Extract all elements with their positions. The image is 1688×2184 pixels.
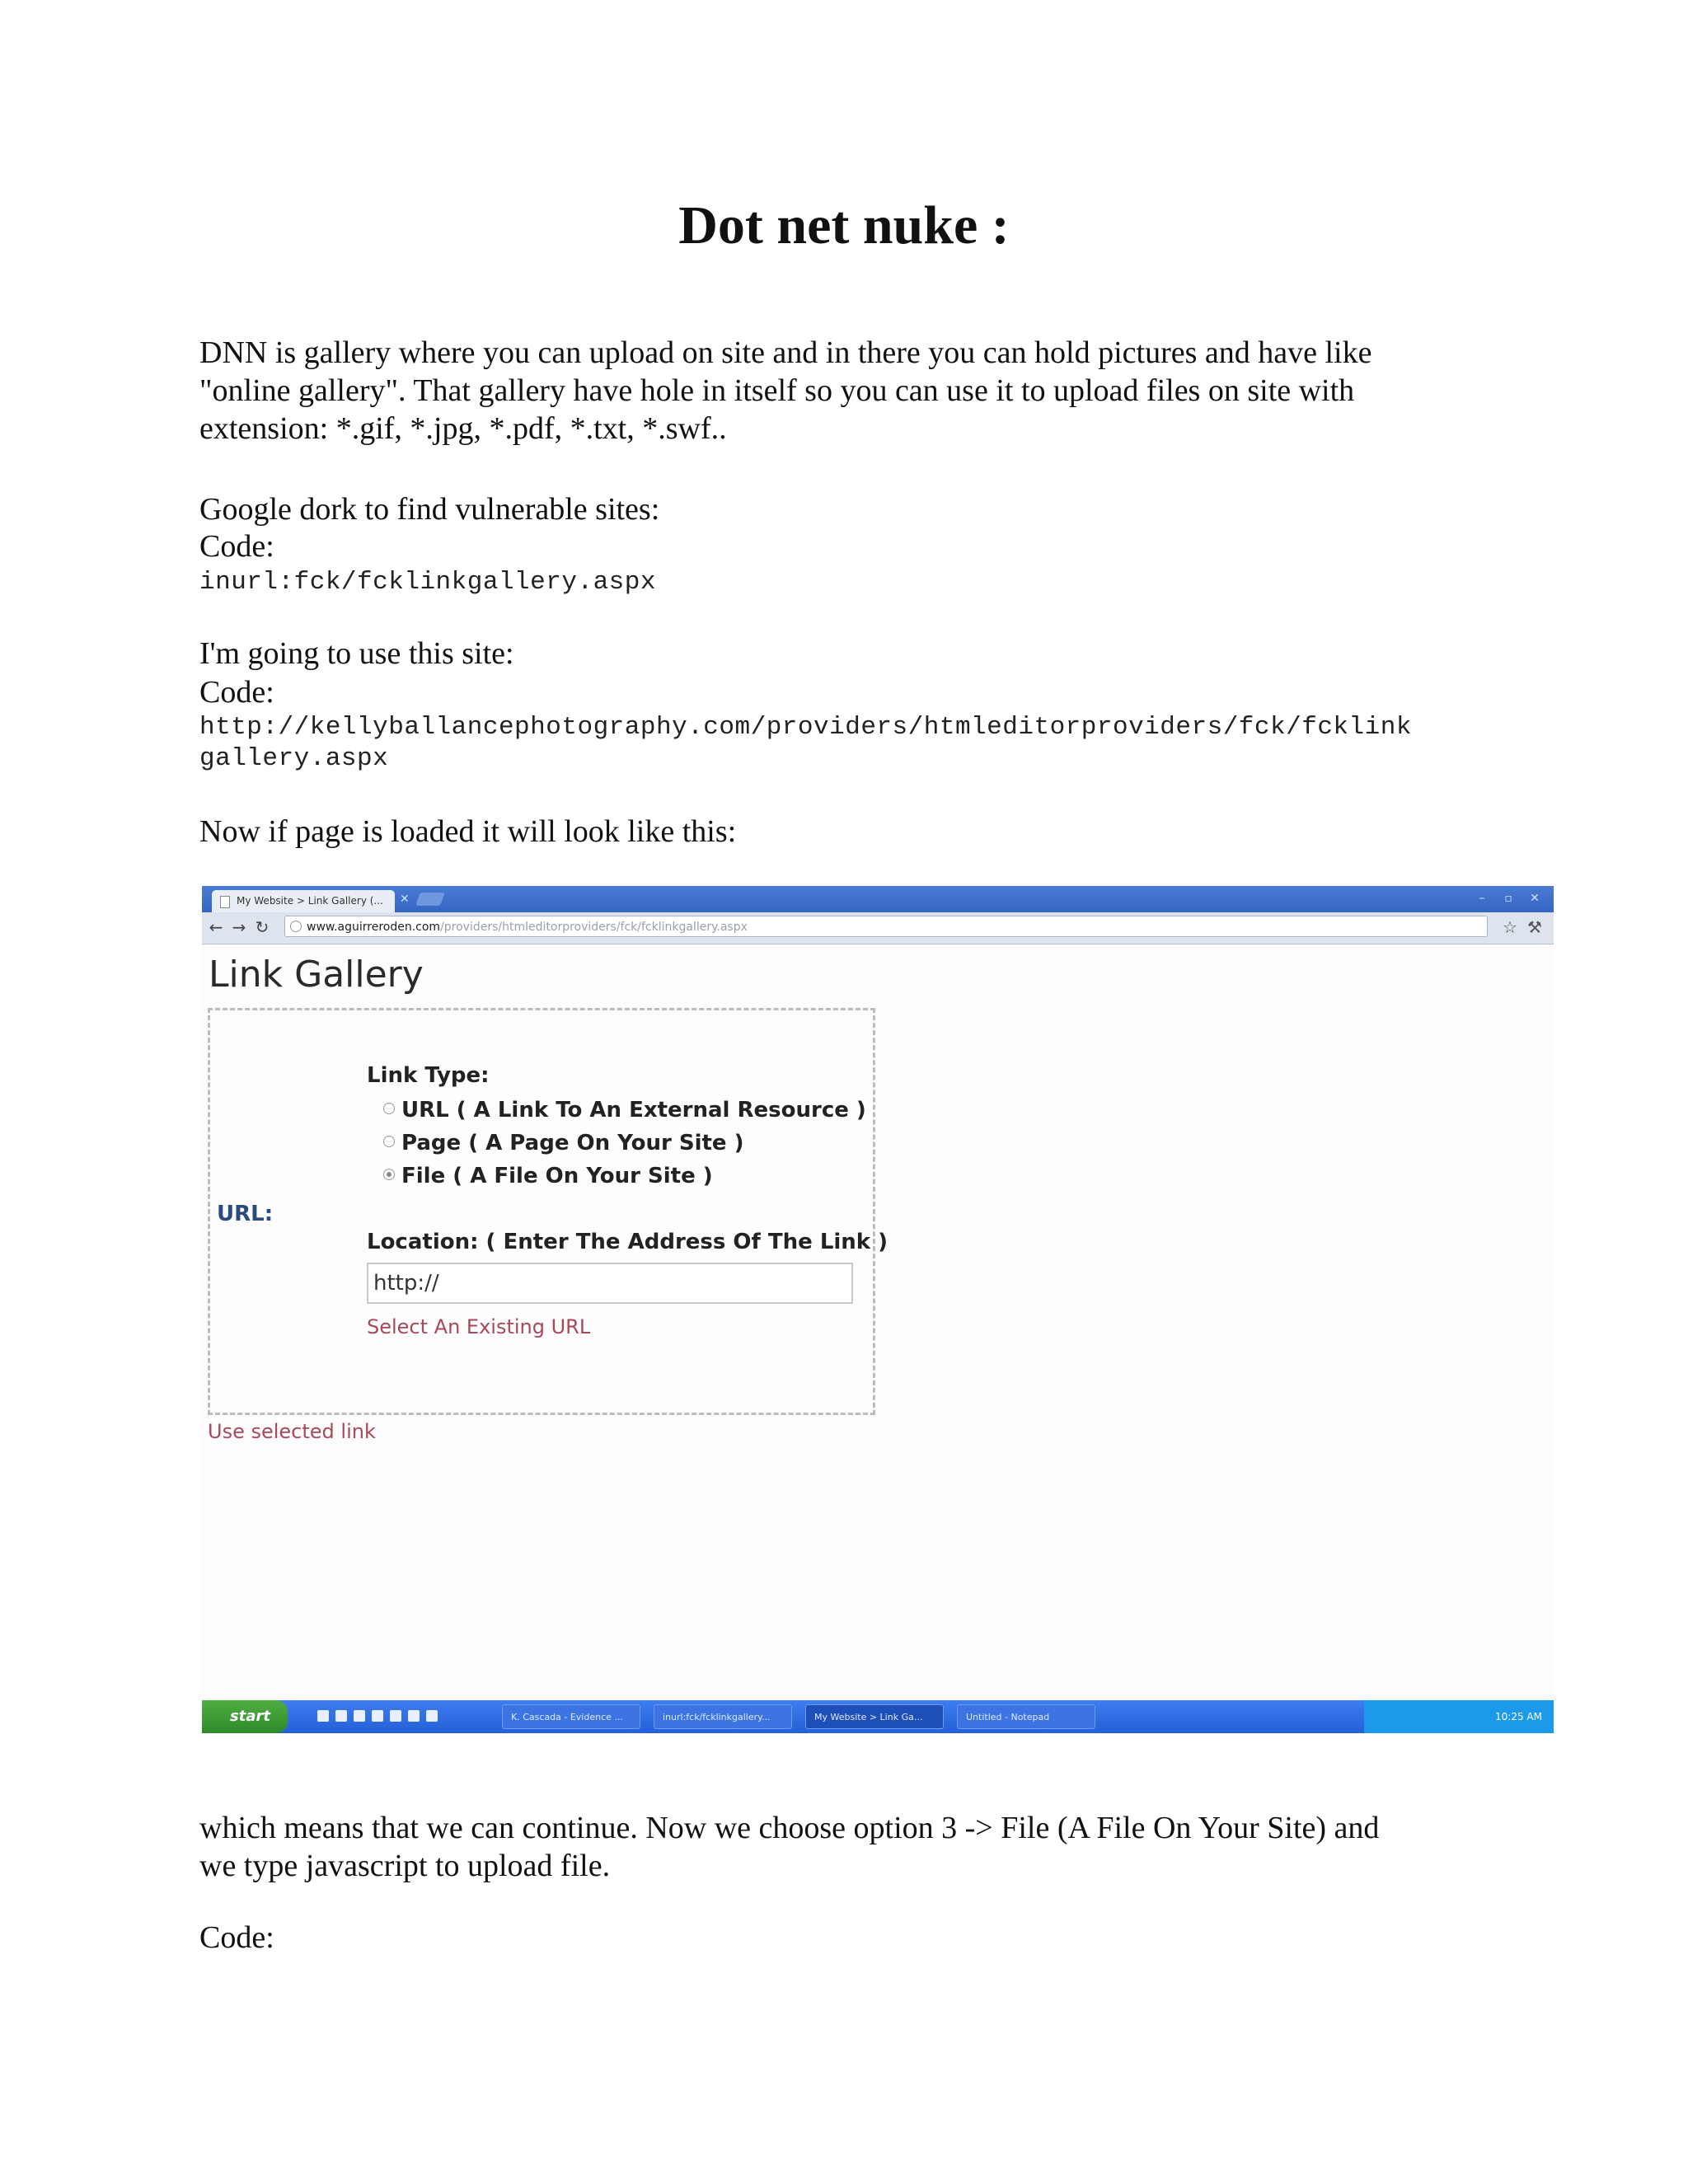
taskbar-item[interactable]: K. Cascada - Evidence ... [502, 1704, 640, 1729]
intro-line: DNN is gallery where you can upload on site and in there you can hold pictures and have like [199, 335, 1372, 370]
radio-button[interactable] [383, 1103, 395, 1114]
link-gallery-panel [208, 1008, 889, 1415]
radio-button[interactable] [383, 1136, 395, 1147]
intro-line: "online gallery". That gallery have hole in itself so you can use it to upload files on site with [199, 373, 1355, 408]
page-icon [220, 896, 230, 908]
close-tab-icon[interactable]: ✕ [400, 893, 410, 906]
url-label: URL: [217, 1202, 274, 1226]
continue-paragraph [199, 1809, 1485, 1885]
code-label: Code: [199, 529, 274, 564]
radio-button-selected[interactable] [383, 1169, 395, 1180]
continue-line: which means that we can continue. Now we choose option 3 -> File (A File On Your Site) and [199, 1811, 1380, 1845]
radio-option-file[interactable] [383, 1164, 713, 1188]
site-code [199, 712, 1535, 775]
quick-launch-icon[interactable] [335, 1710, 347, 1722]
star-icon[interactable]: ☆ [1503, 917, 1517, 937]
browser-tab-strip [202, 886, 1554, 912]
select-existing-url-link[interactable]: Select An Existing URL [367, 1315, 591, 1338]
location-label: Location: ( Enter The Address Of The Link ) [367, 1230, 889, 1254]
url-host: www.aguirreroden.com [307, 921, 441, 934]
dork-heading: Google dork to find vulnerable sites: [199, 492, 660, 527]
quick-launch-icon[interactable] [372, 1710, 383, 1722]
loaded-text: Now if page is loaded it will look like this: [199, 814, 737, 849]
browser-toolbar [202, 912, 1554, 944]
back-arrow-icon[interactable]: ← [209, 917, 223, 937]
new-tab-button[interactable] [415, 893, 445, 906]
link-type-label: Link Type: [367, 1063, 490, 1088]
close-window-icon[interactable]: ✕ [1530, 892, 1540, 905]
wrench-icon[interactable]: ⚒ [1527, 917, 1542, 937]
windows-taskbar [202, 1700, 1554, 1733]
browser-tab[interactable] [212, 890, 395, 912]
radio-label: URL ( A Link To An External Resource ) [401, 1098, 866, 1122]
use-selected-link[interactable]: Use selected link [208, 1420, 376, 1443]
quick-launch-icon[interactable] [408, 1710, 420, 1722]
taskbar-item[interactable]: Untitled - Notepad [957, 1704, 1095, 1729]
location-input[interactable] [367, 1263, 853, 1304]
page-title: Dot net nuke : [678, 195, 1010, 255]
globe-icon [290, 921, 302, 932]
address-bar[interactable] [284, 916, 1488, 937]
site-heading: I'm going to use this site: [199, 636, 514, 671]
quick-launch-icon[interactable] [317, 1710, 329, 1722]
start-button[interactable]: start [202, 1700, 288, 1733]
radio-option-page[interactable] [383, 1131, 744, 1155]
taskbar-item-active[interactable]: My Website > Link Ga... [805, 1704, 944, 1729]
forward-arrow-icon[interactable]: → [232, 917, 246, 937]
site-code-line: gallery.aspx [199, 744, 389, 773]
code-label: Code: [199, 675, 274, 710]
system-tray-clock: 10:25 AM [1364, 1700, 1554, 1733]
radio-label: File ( A File On Your Site ) [401, 1164, 713, 1188]
taskbar-item[interactable]: inurl:fck/fcklinkgallery... [654, 1704, 792, 1729]
quick-launch-icon[interactable] [390, 1710, 401, 1722]
maximize-icon[interactable]: ▫ [1504, 892, 1512, 905]
tab-title: My Website > Link Gallery (... [237, 895, 383, 907]
dork-code: inurl:fck/fcklinkgallery.aspx [199, 568, 656, 597]
radio-label: Page ( A Page On Your Site ) [401, 1131, 744, 1155]
code-label: Code: [199, 1920, 274, 1955]
radio-option-url[interactable] [383, 1098, 866, 1122]
reload-icon[interactable]: ↻ [255, 917, 270, 937]
site-code-line: http://kellyballancephotography.com/providers/htmleditorproviders/fck/fcklink [199, 713, 1412, 742]
intro-line: extension: *.gif, *.jpg, *.pdf, *.txt, *.swf.. [199, 411, 727, 446]
continue-line: we type javascript to upload file. [199, 1849, 611, 1883]
quick-launch-icon[interactable] [354, 1710, 365, 1722]
link-gallery-title: Link Gallery [209, 954, 424, 996]
browser-screenshot [202, 886, 1554, 1733]
quick-launch-icon[interactable] [426, 1710, 438, 1722]
intro-paragraph [199, 334, 1485, 448]
url-path: /providers/htmleditorproviders/fck/fcklinkgallery.aspx [440, 921, 748, 934]
minimize-icon[interactable]: – [1479, 892, 1485, 905]
